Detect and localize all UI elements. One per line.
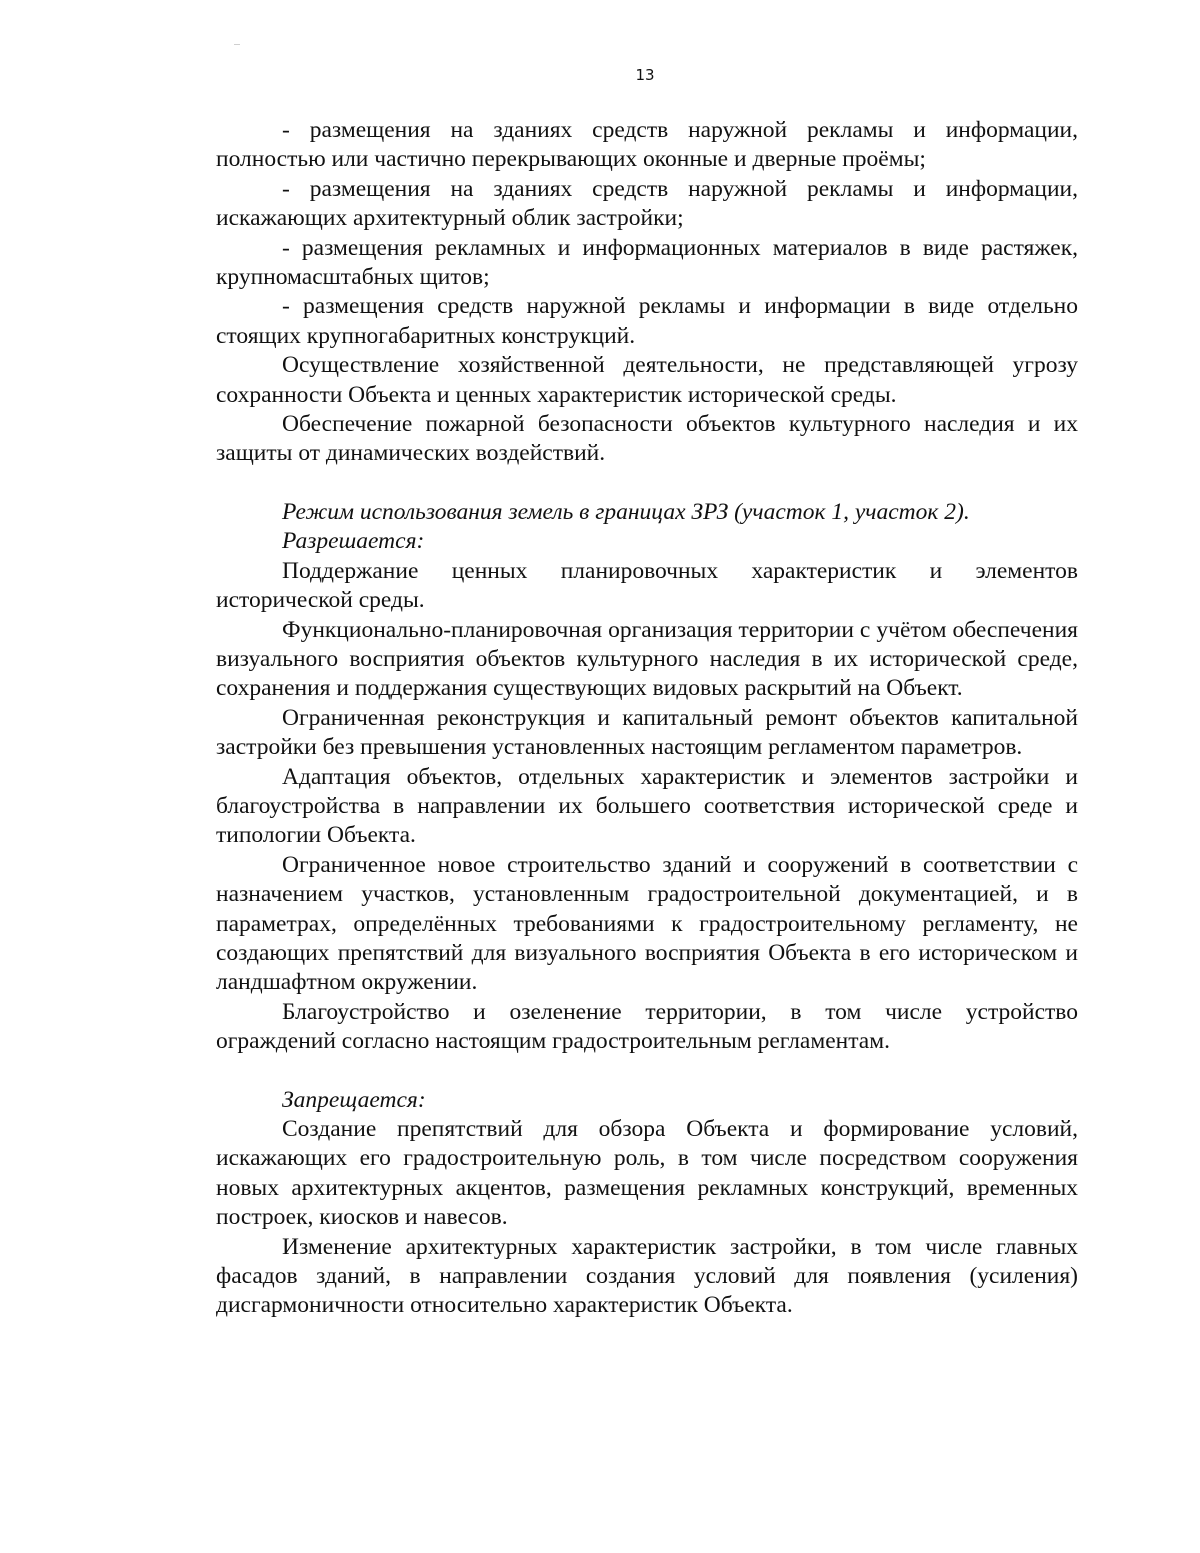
document-body xyxy=(216,116,1078,1321)
allowed-label: Разрешается: xyxy=(282,528,425,555)
forbidden-label: Запрещается: xyxy=(282,1086,426,1113)
section-title: Режим использования земель в границах ЗРЗ (участок 1, участок 2). xyxy=(282,498,970,525)
paragraph: Создание препятствий для обзора Объекта и формирование условий, искажающих его градостроительную роль, в том числе посредством сооружения новых архитектурных акцентов, размещения рекламных конструкций, временных построек, киосков и навесов. xyxy=(216,1116,1078,1231)
scan-mark xyxy=(234,44,240,45)
paragraph: - размещения средств наружной рекламы и информации в виде отдельно стоящих крупногабаритных конструкций. xyxy=(216,293,1078,349)
page-number: 13 xyxy=(635,66,655,84)
paragraph: Осуществление хозяйственной деятельности, не представляющей угрозу сохранности Объекта и ценных характеристик исторической среды. xyxy=(216,352,1078,408)
spacer xyxy=(216,469,1078,498)
paragraph: Адаптация объектов, отдельных характеристик и элементов застройки и благоустройства в направлении их большего соответствия исторической среде и типологии Объекта. xyxy=(216,763,1078,849)
paragraph: - размещения на зданиях средств наружной рекламы и информации, полностью или частично перекрывающих оконные и дверные проёмы; xyxy=(216,117,1078,173)
paragraph: Обеспечение пожарной безопасности объектов культурного наследия и их защиты от динамических воздействий. xyxy=(216,411,1078,467)
paragraph: Функционально-планировочная организация территории с учётом обеспечения визуального восприятия объектов культурного наследия в их исторической среде, сохранения и поддержания существующих видовых раскрытий на Объект. xyxy=(216,616,1078,702)
paragraph: Ограниченная реконструкция и капитальный ремонт объектов капитальной застройки без превышения установленных настоящим регламентом параметров. xyxy=(216,704,1078,761)
paragraph: Ограниченное новое строительство зданий и сооружений в соответствии с назначением участков, установленным градостроительной документацией, и в параметрах, определённых требованиями к градостроительному регламенту, не создающих препятствий для визуального восприятия Объекта в его историческом и ландшафтном окружении. xyxy=(216,851,1078,996)
spacer xyxy=(216,1057,1078,1086)
paragraph: Изменение архитектурных характеристик застройки, в том числе главных фасадов зданий, в направлении создания условий для появления (усиления) дисгармоничности относительно характеристик Объекта. xyxy=(216,1233,1078,1319)
paragraph: Благоустройство и озеленение территории, в том числе устройство ограждений согласно настоящим градостроительным регламентам. xyxy=(216,998,1078,1055)
paragraph: - размещения рекламных и информационных материалов в виде растяжек, крупномасштабных щитов; xyxy=(216,234,1078,291)
paragraph: - размещения на зданиях средств наружной рекламы и информации, искажающих архитектурный облик застройки; xyxy=(216,175,1078,232)
paragraph: Поддержание ценных планировочных характеристик и элементов исторической среды. xyxy=(216,557,1078,614)
